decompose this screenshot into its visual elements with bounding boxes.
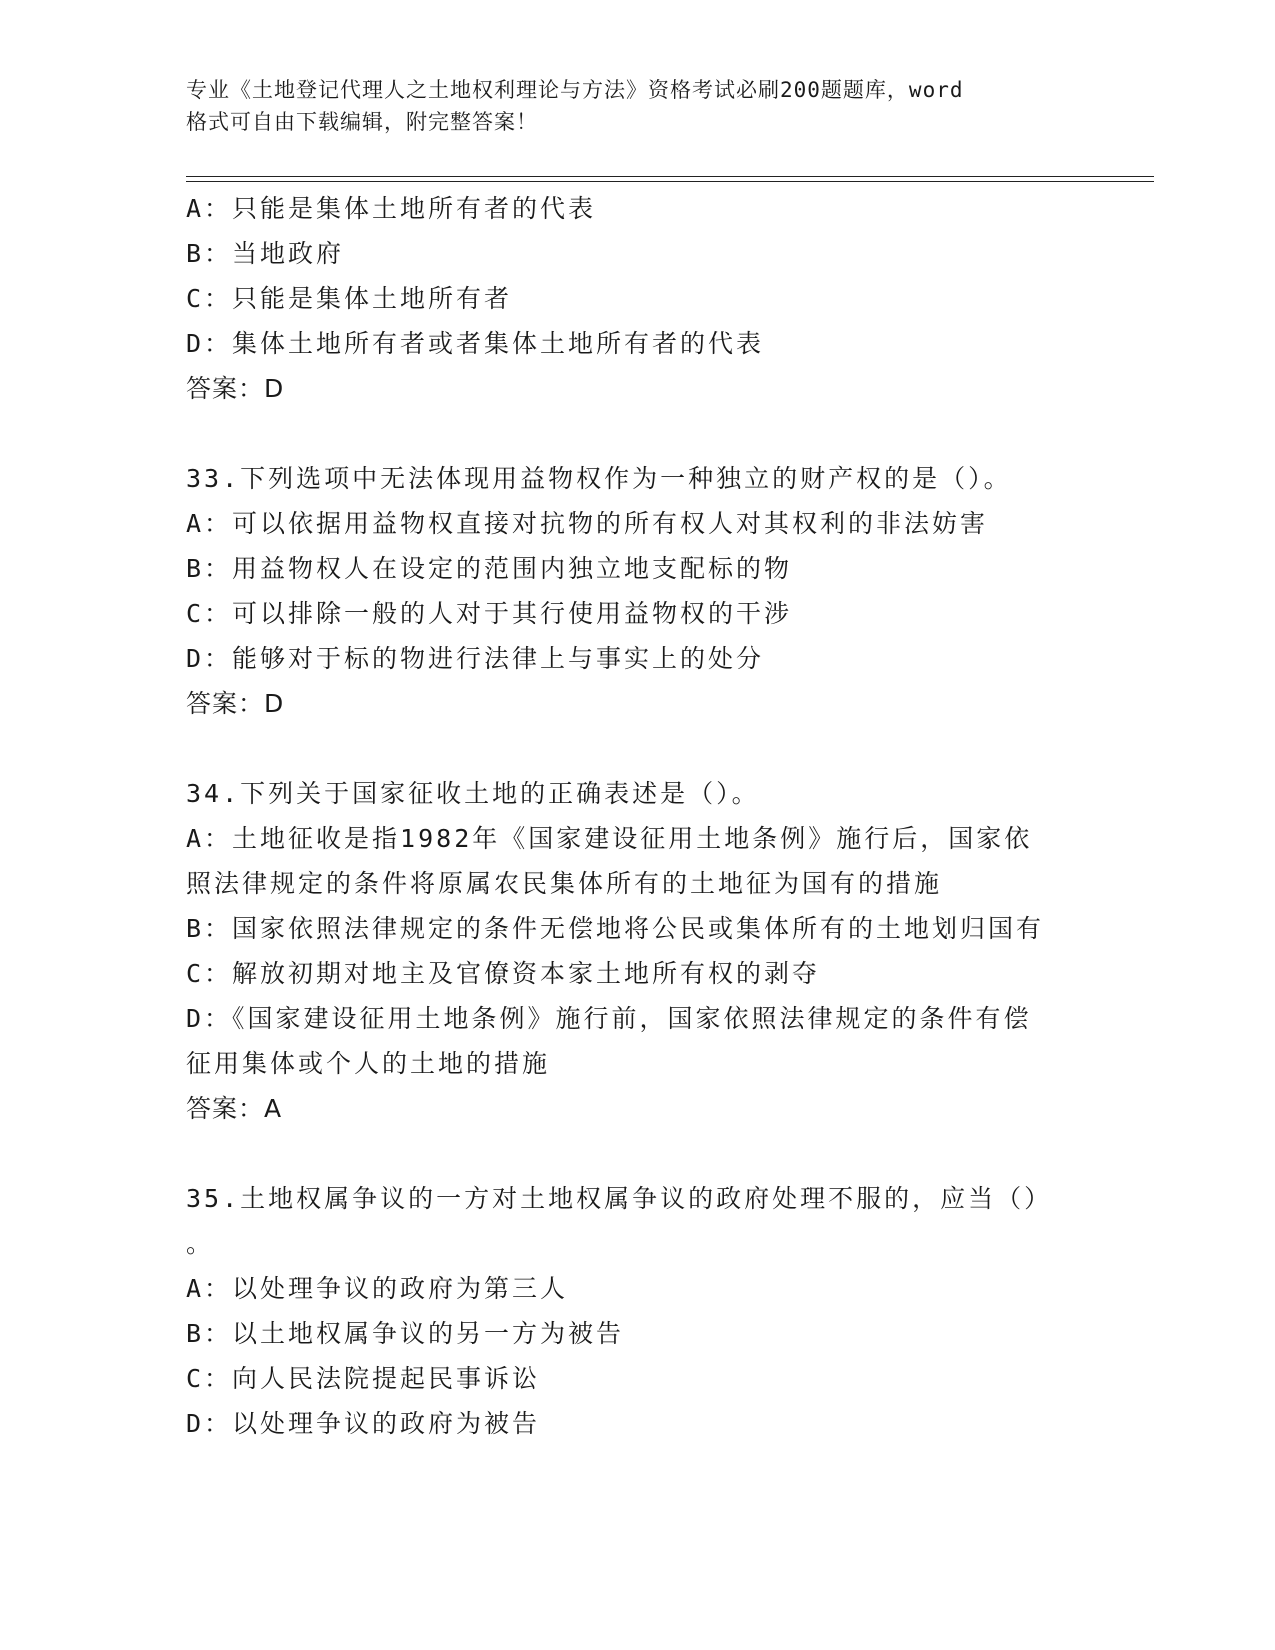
option-a-line-2: 照法律规定的条件将原属农民集体所有的土地征为国有的措施	[186, 869, 943, 898]
option-a: A：以处理争议的政府为第三人	[186, 1274, 569, 1303]
option-d: D：集体土地所有者或者集体土地所有者的代表	[186, 329, 765, 358]
spacer	[186, 726, 1086, 771]
question-32	[186, 186, 1086, 411]
option-b: B：当地政府	[186, 239, 345, 268]
option-b: B：以土地权属争议的另一方为被告	[186, 1319, 625, 1348]
option-b: B：国家依照法律规定的条件无偿地将公民或集体所有的土地划归国有	[186, 914, 1045, 943]
option-a-line-1: A：土地征收是指1982年《国家建设征用土地条例》施行后，国家依	[186, 824, 1033, 853]
option-a: A：可以依据用益物权直接对抗物的所有权人对其权利的非法妨害	[186, 509, 989, 538]
option-c: C：解放初期对地主及官僚资本家土地所有权的剥夺	[186, 959, 821, 988]
header-divider-bottom	[186, 181, 1154, 182]
option-a: A：只能是集体土地所有者的代表	[186, 194, 597, 223]
document-header	[186, 74, 1066, 138]
option-c: C：可以排除一般的人对于其行使用益物权的干涉	[186, 599, 793, 628]
question-list	[186, 186, 1086, 1446]
option-d: D：能够对于标的物进行法律上与事实上的处分	[186, 644, 765, 673]
option-c: C：向人民法院提起民事诉讼	[186, 1364, 541, 1393]
question-stem: 34.下列关于国家征收土地的正确表述是（）。	[186, 779, 760, 808]
question-stem-line-2: 。	[186, 1229, 215, 1258]
header-line-1: 专业《土地登记代理人之土地权利理论与方法》资格考试必刷200题题库，word	[186, 78, 964, 102]
option-b: B：用益物权人在设定的范围内独立地支配标的物	[186, 554, 793, 583]
spacer	[186, 411, 1086, 456]
question-35	[186, 1176, 1086, 1446]
header-divider-top	[186, 176, 1154, 177]
question-33	[186, 456, 1086, 726]
option-d-line-2: 征用集体或个人的土地的措施	[186, 1049, 551, 1078]
answer: 答案：A	[186, 1094, 283, 1123]
answer: 答案：D	[186, 374, 285, 403]
header-line-2: 格式可自由下载编辑，附完整答案！	[186, 110, 538, 134]
question-34	[186, 771, 1086, 1131]
option-d: D：以处理争议的政府为被告	[186, 1409, 541, 1438]
question-stem-line-1: 35.土地权属争议的一方对土地权属争议的政府处理不服的，应当（）	[186, 1184, 1053, 1213]
option-d-line-1: D：《国家建设征用土地条例》施行前，国家依照法律规定的条件有偿	[186, 1004, 1032, 1033]
spacer	[186, 1131, 1086, 1176]
question-stem: 33.下列选项中无法体现用益物权作为一种独立的财产权的是（）。	[186, 464, 1012, 493]
option-c: C：只能是集体土地所有者	[186, 284, 513, 313]
answer: 答案：D	[186, 689, 285, 718]
